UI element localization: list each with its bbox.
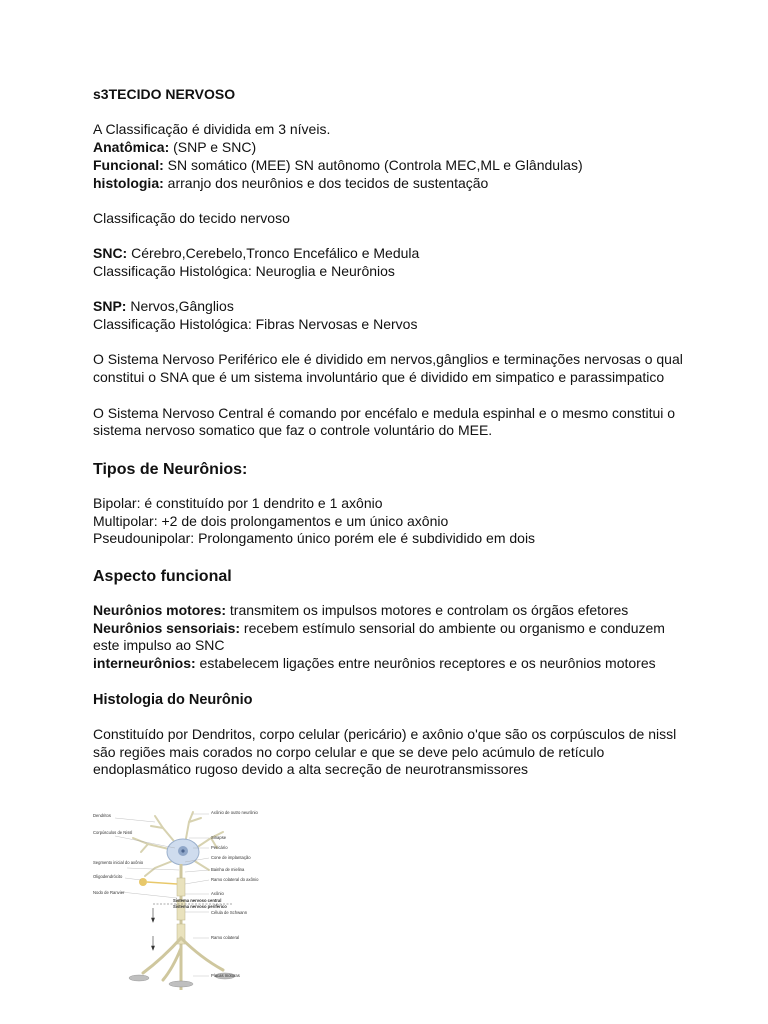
tipo-item: Bipolar: é constituído por 1 dendrito e 1 axônio	[93, 494, 383, 511]
neuron-diagram	[93, 808, 273, 990]
fig-label: Placas motoras	[211, 973, 240, 978]
fig-label: Axônio de outro neurônio	[211, 810, 258, 815]
funcional-item: interneurônios: estabelecem ligações entre neurônios receptores e os neurônios motores	[93, 655, 656, 672]
fig-label: Pericário	[211, 845, 228, 850]
paragraph-snc: O Sistema Nervoso Central é comando por encéfalo e medula espinhal e o mesmo constitui o sistema nervoso somatico que faz o controle voluntário do MEE.	[93, 404, 676, 439]
paragraph-snp: O Sistema Nervoso Periférico ele é dividido em nervos,gânglios e terminações nervosas o qual constitui o SNA que é um sistema involuntário que é dividido em simpatico e parassimpatico	[93, 351, 683, 386]
classification-intro: A Classificação é dividida em 3 níveis.	[93, 121, 331, 138]
snp-histo: Classificação Histológica: Fibras Nervosas e Nervos	[93, 316, 418, 333]
level-histologia: histologia: arranjo dos neurônios e dos tecidos de sustentação	[93, 174, 489, 191]
funcional-item: Neurônios sensoriais: recebem estímulo sensorial do ambiente ou organismo e conduzem este impulso ao SNC	[93, 619, 665, 654]
classification-title: Classificação do tecido nervoso	[93, 209, 290, 226]
snc-line: SNC: Cérebro,Cerebelo,Tronco Encefálico e Medula	[93, 245, 420, 262]
level-anatomica: Anatômica: (SNP e SNC)	[93, 139, 257, 156]
paragraph-histologia: Constituído por Dendritos, corpo celular (pericário) e axônio o'que são os corpúsculos de nissl são regiões mais corados no corpo celular e que se deve pelo acúmulo de retículo endoplasmático rugoso devido a alta secreção de neurotransmissores	[93, 725, 677, 778]
snp-line: SNP: Nervos,Gânglios	[93, 298, 234, 315]
fig-label: Cone de implantação	[211, 855, 251, 860]
fig-label: Segmento inicial do axônio	[93, 860, 144, 865]
fig-label: Axônio	[211, 891, 224, 896]
funcional-item: Neurônios motores: transmitem os impulsos motores e controlam os órgãos efetores	[93, 602, 629, 619]
heading-tipos: Tipos de Neurônios:	[93, 460, 248, 478]
fig-label: Célula de Schwann	[211, 910, 248, 915]
tipo-item: Pseudounipolar: Prolongamento único porém ele é subdividido em dois	[93, 530, 536, 547]
fig-label: Sistema nervoso periférico	[173, 904, 227, 909]
fig-label: Oligodendrócito	[93, 874, 123, 879]
fig-label: Bainha de mielina	[211, 867, 245, 872]
fig-label: Sistema nervoso central	[173, 898, 222, 903]
doc-title: s3TECIDO NERVOSO	[93, 86, 236, 102]
fig-label: Nodo de Ranvier	[93, 890, 125, 895]
level-funcional: Funcional: SN somático (MEE) SN autônomo (Controla MEC,ML e Glândulas)	[93, 156, 583, 173]
tipo-item: Multipolar: +2 de dois prolongamentos e um único axônio	[93, 512, 449, 529]
fig-label: Ramo colateral do axônio	[211, 877, 259, 882]
heading-histologia: Histologia do Neurônio	[93, 691, 253, 708]
snc-histo: Classificação Histológica: Neuroglia e Neurônios	[93, 262, 395, 279]
heading-aspecto-funcional: Aspecto funcional	[93, 568, 232, 586]
fig-label: Sinapse	[211, 835, 227, 840]
neuron-diagram-figure	[93, 808, 273, 990]
document-page	[93, 86, 683, 779]
fig-label: Corpúsculos de Nissl	[93, 830, 133, 835]
fig-label: Dendritos	[93, 813, 111, 818]
fig-label: Ramo colateral	[211, 935, 240, 940]
